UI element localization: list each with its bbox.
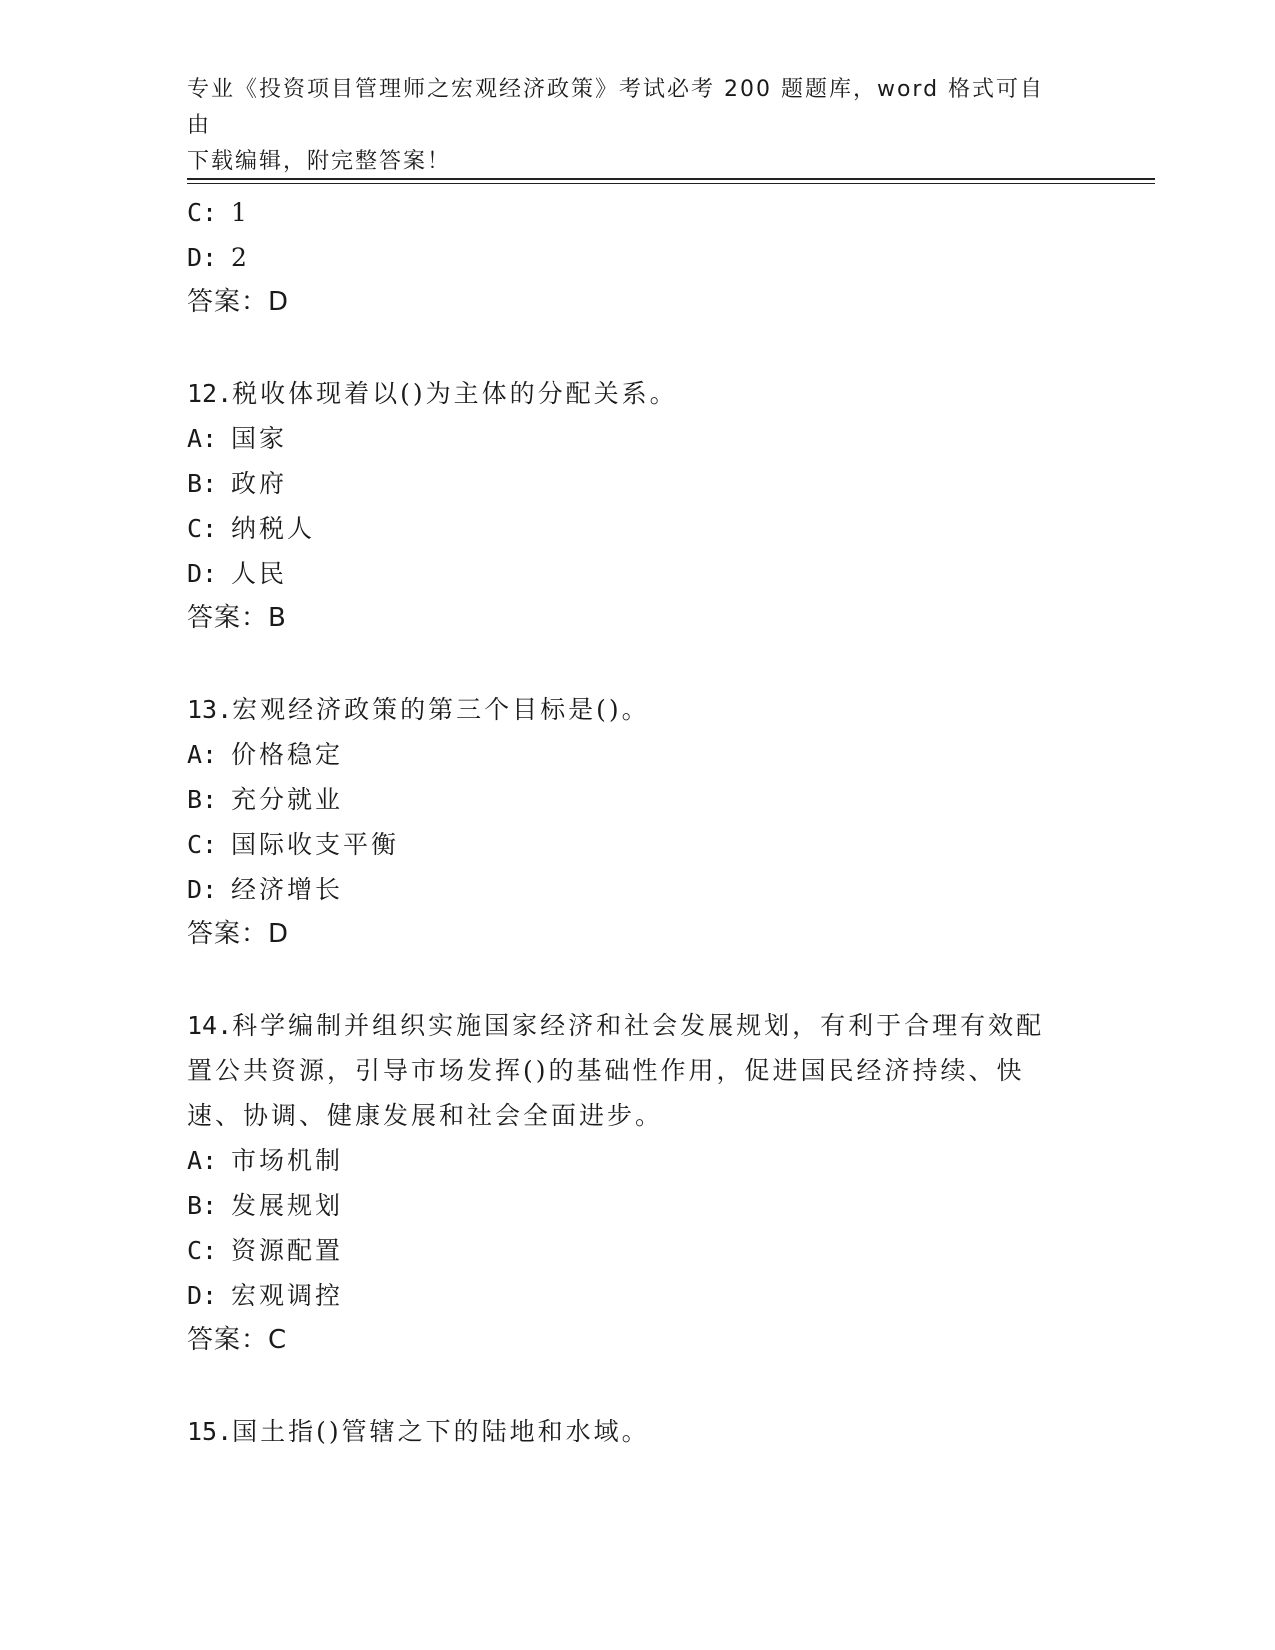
option-text: 人民: [231, 559, 288, 588]
option-prefix: C:: [187, 830, 218, 859]
option-prefix: D:: [187, 559, 218, 588]
document-header: [187, 72, 1067, 180]
option-prefix: D:: [187, 243, 218, 272]
answer-line: 答案：D: [187, 287, 290, 317]
option-text: 经济增长: [231, 875, 344, 904]
option-a: [187, 416, 1087, 461]
header-line-2: 下载编辑，附完整答案！: [187, 149, 452, 174]
question-list: [187, 190, 1087, 1454]
question-number: 14.: [187, 1011, 233, 1040]
question-number: 15.: [187, 1417, 233, 1446]
answer-line: 答案：D: [187, 919, 290, 949]
option-prefix: A:: [187, 740, 218, 769]
option-text: 国家: [231, 424, 288, 453]
option-prefix: B:: [187, 469, 218, 498]
option-text: 价格稳定: [231, 740, 344, 769]
question-14-text: [187, 1003, 1067, 1138]
option-text: 国际收支平衡: [231, 830, 400, 859]
header-rule-thin: [187, 183, 1155, 184]
option-c: [187, 1228, 1087, 1273]
question-12-text: [187, 371, 1067, 416]
option-d: [187, 235, 1087, 280]
option-prefix: B:: [187, 1191, 218, 1220]
option-b: [187, 1183, 1087, 1228]
option-c: [187, 190, 1087, 235]
answer-line: 答案：B: [187, 603, 287, 633]
option-prefix: C:: [187, 198, 218, 227]
header-line-1: 专业《投资项目管理师之宏观经济政策》考试必考 200 题题库，word 格式可自由: [187, 77, 1045, 138]
option-prefix: B:: [187, 785, 218, 814]
option-prefix: A:: [187, 424, 218, 453]
option-c: [187, 822, 1087, 867]
option-d: [187, 551, 1087, 596]
option-a: [187, 732, 1087, 777]
option-a: [187, 1138, 1087, 1183]
question-number: 13.: [187, 695, 233, 724]
option-text: 纳税人: [231, 514, 316, 543]
option-text: 宏观调控: [231, 1281, 344, 1310]
option-prefix: C:: [187, 514, 218, 543]
option-text: 2: [231, 243, 250, 272]
option-prefix: A:: [187, 1146, 218, 1175]
answer-line: 答案：C: [187, 1325, 288, 1355]
option-d: [187, 867, 1087, 912]
option-text: 发展规划: [231, 1191, 344, 1220]
option-prefix: D:: [187, 875, 218, 904]
option-d: [187, 1273, 1087, 1318]
question-stem: 税收体现着以()为主体的分配关系。: [232, 379, 678, 408]
option-text: 市场机制: [231, 1146, 344, 1175]
option-text: 资源配置: [231, 1236, 344, 1265]
option-b: [187, 777, 1087, 822]
option-c: [187, 506, 1087, 551]
option-prefix: D:: [187, 1281, 218, 1310]
option-text: 1: [231, 198, 250, 227]
option-prefix: C:: [187, 1236, 218, 1265]
option-b: [187, 461, 1087, 506]
question-stem: 科学编制并组织实施国家经济和社会发展规划，有利于合理有效配置公共资源，引导市场发挥()的基础性作用，促进国民经济持续、快速、协调、健康发展和社会全面进步。: [187, 1011, 1045, 1130]
option-text: 充分就业: [231, 785, 344, 814]
question-stem: 国土指()管辖之下的陆地和水域。: [232, 1417, 650, 1446]
question-stem: 宏观经济政策的第三个目标是()。: [232, 695, 650, 724]
option-text: 政府: [231, 469, 288, 498]
question-number: 12.: [187, 379, 233, 408]
header-rule-thick: [187, 178, 1155, 180]
question-13-text: [187, 687, 1067, 732]
question-15-text: [187, 1409, 1067, 1454]
